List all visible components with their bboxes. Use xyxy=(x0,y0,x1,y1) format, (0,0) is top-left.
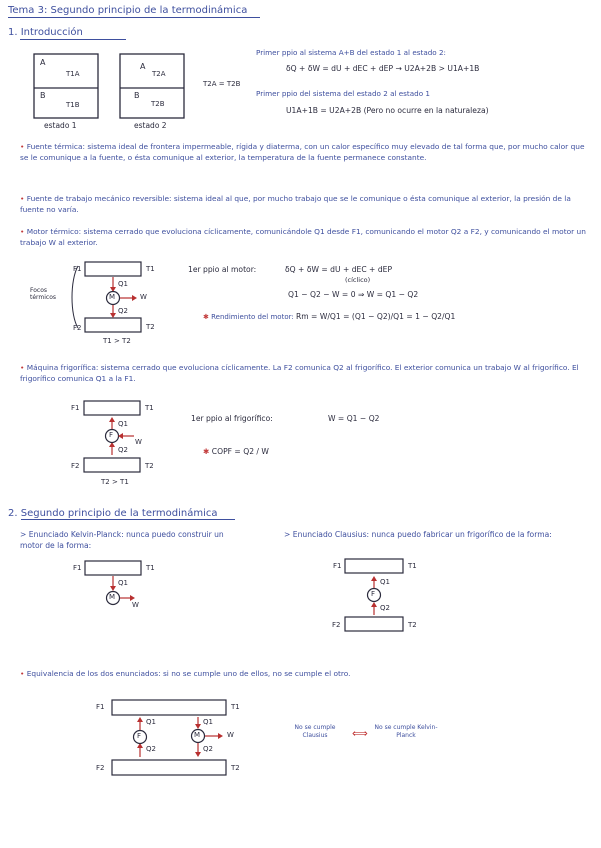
motor-diagram xyxy=(72,262,141,332)
page-title: Tema 3: Segundo principio de la termodinámica xyxy=(8,5,248,16)
frig-w: W xyxy=(135,438,142,446)
frig-t1: T1 xyxy=(145,404,154,412)
bullet-marker: • xyxy=(20,363,25,372)
clausius-t1: T1 xyxy=(408,562,417,570)
box1-t1a: T1A xyxy=(66,70,80,78)
bullet-frigorifico xyxy=(20,362,592,384)
kelvin-m: M xyxy=(109,593,116,601)
bullet-fuente-termica xyxy=(20,141,592,163)
motor-pp-result: Q1 − Q2 − W = 0 ⇒ W = Q1 − Q2 xyxy=(288,290,419,299)
frig-f1: F1 xyxy=(71,404,80,412)
motor-ciclico: (cíclico) xyxy=(345,276,371,284)
kelvin-text: nunca puedo construir un motor de la forma: xyxy=(20,530,224,550)
equiv-q1a: Q1 xyxy=(146,718,156,726)
frig-pp-label: 1er ppio al frigorífico: xyxy=(191,414,273,423)
box2-a: A xyxy=(140,62,146,71)
motor-focos: Focos térmicos xyxy=(30,287,57,301)
motor-title: Motor térmico: xyxy=(26,227,82,236)
motor-rend xyxy=(203,312,455,321)
equiv-f: F xyxy=(137,732,142,740)
equiv-t1: T1 xyxy=(231,703,240,711)
clausius-statement xyxy=(284,529,584,540)
motor-rend-eq: Rm = W/Q1 = (Q1 − Q2)/Q1 = 1 − Q2/Q1 xyxy=(295,312,456,321)
box2-t2b: T2B xyxy=(151,100,165,108)
frig-title: Máquina frigorífica: xyxy=(26,363,99,372)
motor-t2: T2 xyxy=(146,323,155,331)
kelvin-label: > Enunciado Kelvin-Planck: xyxy=(20,530,124,539)
star-marker: ✱ xyxy=(203,313,209,321)
equiv-title: Equivalencia xyxy=(26,669,74,678)
motor-f1: F1 xyxy=(73,265,82,273)
bullet-fuente-trabajo xyxy=(20,193,592,215)
frig-q1: Q1 xyxy=(118,420,128,428)
pp1-label: Primer ppio al sistema A+B del estado 1 al estado 2: xyxy=(256,48,446,57)
frig-text: sistema cerrado que evoluciona cíclicamente. La F2 comunica Q2 al frigorífico. El exterior comunica un trabajo W al frigorífico. El frigorífico comunica Q1 a la F1. xyxy=(20,363,579,383)
kelvin-w: W xyxy=(132,601,139,609)
no-clausius-label: No se cumple Clausius xyxy=(294,724,336,739)
motor-pp-label: 1er ppio al motor: xyxy=(188,265,257,274)
box1-caption: estado 1 xyxy=(44,121,77,130)
motor-f2: F2 xyxy=(73,324,82,332)
star-marker: ✱ xyxy=(203,447,210,456)
frig-pp-eq: W = Q1 − Q2 xyxy=(328,414,380,423)
equiv-diagram xyxy=(112,700,226,775)
fuente-termica-text: sistema ideal de frontera impermeable, rígida y diaterma, con un calor específico muy elevado de tal forma que, por mucho calor que se le comunique a la fuente, o ésta comunique al exterior, la temperatura de la fuente permanece constante. xyxy=(20,142,585,162)
frig-cop xyxy=(203,447,269,456)
motor-text: sistema cerrado que evoluciona cíclicamente, comunicándole Q1 desde F1, comunicando el motor Q2 a F2, y comunicando el motor un trabajo W al exterior. xyxy=(20,227,586,247)
pp1-eq: δQ + δW = dU + dEC + dEP → U2A+2B > U1A+1B xyxy=(286,64,480,73)
state-equal: T2A = T2B xyxy=(203,80,241,88)
box2-b: B xyxy=(134,91,140,100)
box2-t2a: T2A xyxy=(152,70,166,78)
bullet-marker: • xyxy=(20,669,25,678)
motor-w: W xyxy=(140,293,147,301)
bullet-motor xyxy=(20,226,592,248)
equiv-q2b: Q2 xyxy=(203,745,213,753)
fuente-trabajo-text: sistema ideal al que, por mucho trabajo que se le comunique o ésta comunique al exterior, la presión de la fuente no varía. xyxy=(20,194,571,214)
clausius-f2: F2 xyxy=(332,621,341,629)
motor-q2: Q2 xyxy=(118,307,128,315)
fuente-trabajo-title: Fuente de trabajo mecánico reversible: xyxy=(26,194,172,203)
clausius-label: > Enunciado Clausius: xyxy=(284,530,370,539)
equiv-q2a: Q2 xyxy=(146,745,156,753)
motor-pp-eq: δQ + δW = dU + dEC + dEP xyxy=(285,265,393,274)
frig-f2: F2 xyxy=(71,462,80,470)
section-2-underline xyxy=(21,519,235,520)
box1-t1b: T1B xyxy=(66,101,80,109)
clausius-f: F xyxy=(371,590,376,598)
pp2-label: Primer ppio del sistema del estado 2 al estado 1 xyxy=(256,89,430,98)
equiv-w: W xyxy=(227,731,234,739)
bullet-marker: • xyxy=(20,227,25,236)
equiv-text: de los dos enunciados: si no se cumple uno de ellos, no se cumple el otro. xyxy=(76,669,351,678)
iff-symbol: ⟺ xyxy=(352,727,368,740)
box1-b: B xyxy=(40,91,46,100)
frig-q2: Q2 xyxy=(118,446,128,454)
equiv-f1: F1 xyxy=(96,703,105,711)
motor-t1: T1 xyxy=(146,265,155,273)
equivalencia-statement xyxy=(20,668,351,679)
fuente-termica-title: Fuente térmica: xyxy=(26,142,85,151)
box1-a: A xyxy=(40,58,46,67)
frig-cop-eq: COPF = Q2 / W xyxy=(211,447,269,456)
clausius-q2: Q2 xyxy=(380,604,390,612)
pp2-eq: U1A+1B = U2A+2B (Pero no ocurre en la naturaleza) xyxy=(286,106,489,115)
bullet-marker: • xyxy=(20,194,25,203)
box2-caption: estado 2 xyxy=(134,121,167,130)
motor-rend-label: Rendimiento del motor: xyxy=(211,313,294,321)
frig-f: F xyxy=(109,431,114,439)
state-2-diagram xyxy=(120,54,184,118)
motor-cond: T1 > T2 xyxy=(103,337,131,345)
kelvin-q1: Q1 xyxy=(118,579,128,587)
clausius-t2: T2 xyxy=(408,621,417,629)
frig-t2: T2 xyxy=(145,462,154,470)
frig-cond: T2 > T1 xyxy=(101,478,129,486)
section-1-heading: 1. Introducción xyxy=(8,27,83,38)
bullet-marker: • xyxy=(20,142,25,151)
kelvin-statement xyxy=(20,529,235,551)
motor-q1: Q1 xyxy=(118,280,128,288)
clausius-text: nunca puedo fabricar un frigorífico de la forma: xyxy=(371,530,552,539)
kelvin-t1: T1 xyxy=(146,564,155,572)
equiv-q1b: Q1 xyxy=(203,718,213,726)
equiv-t2: T2 xyxy=(231,764,240,772)
kelvin-f1: F1 xyxy=(73,564,82,572)
clausius-f1: F1 xyxy=(333,562,342,570)
clausius-q1: Q1 xyxy=(380,578,390,586)
no-kelvin-label: No se cumple Kelvin-Planck xyxy=(374,724,438,739)
equiv-m: M xyxy=(194,731,201,739)
equiv-f2: F2 xyxy=(96,764,105,772)
section-2-heading: 2. Segundo principio de la termodinámica xyxy=(8,508,218,519)
motor-m: M xyxy=(109,293,116,301)
